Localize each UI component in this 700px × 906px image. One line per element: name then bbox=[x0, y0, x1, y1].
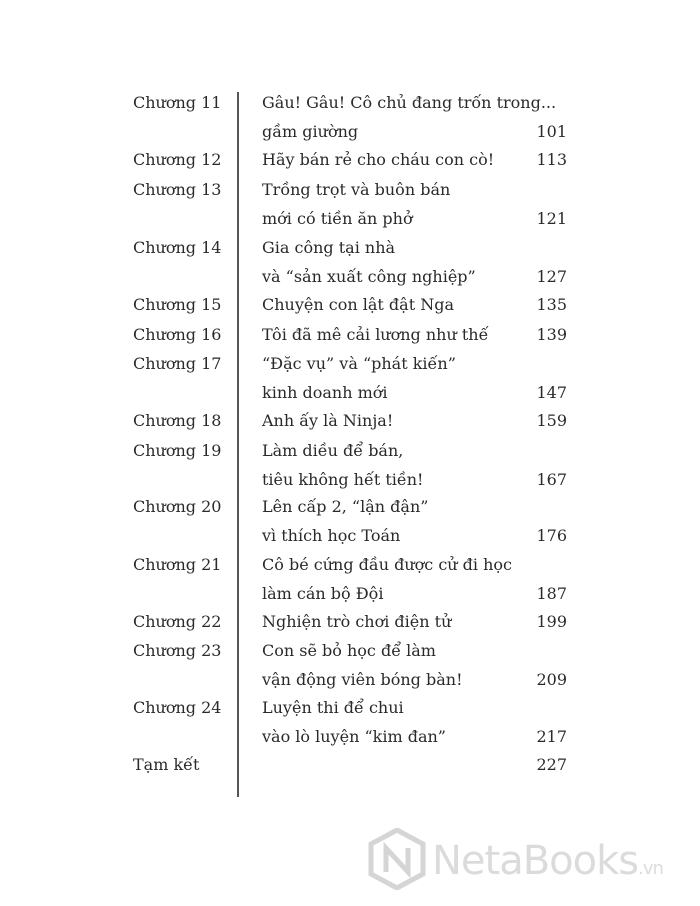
chapter-title-line: Tôi đã mê cải lương như thế bbox=[262, 325, 489, 344]
chapter-title-line: vận động viên bóng bàn! bbox=[262, 670, 463, 689]
chapter-label: Chương 21 bbox=[133, 555, 222, 574]
chapter-label: Chương 15 bbox=[133, 295, 222, 314]
page-number: 113 bbox=[536, 150, 567, 169]
chapter-label: Chương 18 bbox=[133, 411, 222, 430]
chapter-title-line: gầm giường bbox=[262, 122, 359, 141]
page-number: 121 bbox=[536, 209, 567, 228]
chapter-title-line: vào lò luyện “kim đan” bbox=[262, 727, 446, 746]
chapter-title-line: Nghiện trò chơi điện tử bbox=[262, 612, 452, 631]
chapter-title-line: Lên cấp 2, “lận đận” bbox=[262, 497, 429, 516]
chapter-title-line: và “sản xuất công nghiệp” bbox=[262, 267, 476, 286]
page-number: 187 bbox=[536, 584, 567, 603]
chapter-title-line: Chuyện con lật đật Nga bbox=[262, 295, 454, 314]
chapter-title-line: Cô bé cứng đầu được cử đi học bbox=[262, 555, 513, 574]
page-number: 176 bbox=[536, 526, 567, 545]
chapter-title-line: Trồng trọt và buôn bán bbox=[262, 180, 451, 199]
page-number: 227 bbox=[536, 755, 567, 774]
chapter-label: Chương 23 bbox=[133, 641, 222, 660]
chapter-label: Chương 13 bbox=[133, 180, 222, 199]
page-number: 135 bbox=[536, 295, 567, 314]
chapter-title-line: mới có tiền ăn phở bbox=[262, 209, 413, 228]
chapter-label: Chương 20 bbox=[133, 497, 222, 516]
chapter-label: Chương 24 bbox=[133, 698, 222, 717]
page-number: 101 bbox=[536, 122, 567, 141]
chapter-label: Chương 19 bbox=[133, 441, 222, 460]
chapter-title-line: vì thích học Toán bbox=[262, 526, 401, 545]
netabooks-watermark bbox=[368, 828, 698, 898]
watermark-text: NetaBooks.vn bbox=[432, 838, 663, 884]
chapter-label: Chương 14 bbox=[133, 238, 222, 257]
page-number: 127 bbox=[536, 267, 567, 286]
page-number: 217 bbox=[536, 727, 567, 746]
chapter-title-line: Gâu! Gâu! Cô chủ đang trốn trong... bbox=[262, 93, 557, 112]
page-number: 167 bbox=[536, 470, 567, 489]
chapter-label: Chương 17 bbox=[133, 354, 222, 373]
chapter-title-line: Làm diều để bán, bbox=[262, 441, 404, 460]
column-divider bbox=[237, 92, 239, 797]
page-number: 147 bbox=[536, 383, 567, 402]
chapter-title-line: Hãy bán rẻ cho cháu con cò! bbox=[262, 150, 495, 169]
chapter-title-line: Anh ấy là Ninja! bbox=[262, 411, 394, 430]
chapter-title-line: tiêu không hết tiền! bbox=[262, 470, 424, 489]
chapter-label: Chương 12 bbox=[133, 150, 222, 169]
chapter-label: Chương 16 bbox=[133, 325, 222, 344]
chapter-title-line: Gia công tại nhà bbox=[262, 238, 396, 257]
page-number: 159 bbox=[536, 411, 567, 430]
chapter-label: Chương 22 bbox=[133, 612, 222, 631]
page-number: 209 bbox=[536, 670, 567, 689]
chapter-title-line: kinh doanh mới bbox=[262, 383, 388, 402]
chapter-title-line: Con sẽ bỏ học để làm bbox=[262, 641, 436, 660]
chapter-title-line: Luyện thi để chui bbox=[262, 698, 404, 717]
chapter-label: Chương 11 bbox=[133, 93, 222, 112]
chapter-title-line: làm cán bộ Đội bbox=[262, 584, 384, 603]
netabooks-logo-icon bbox=[368, 828, 426, 890]
chapter-label: Tạm kết bbox=[133, 755, 200, 774]
page-number: 139 bbox=[536, 325, 567, 344]
chapter-title-line: “Đặc vụ” và “phát kiến” bbox=[262, 354, 456, 373]
page-number: 199 bbox=[536, 612, 567, 631]
